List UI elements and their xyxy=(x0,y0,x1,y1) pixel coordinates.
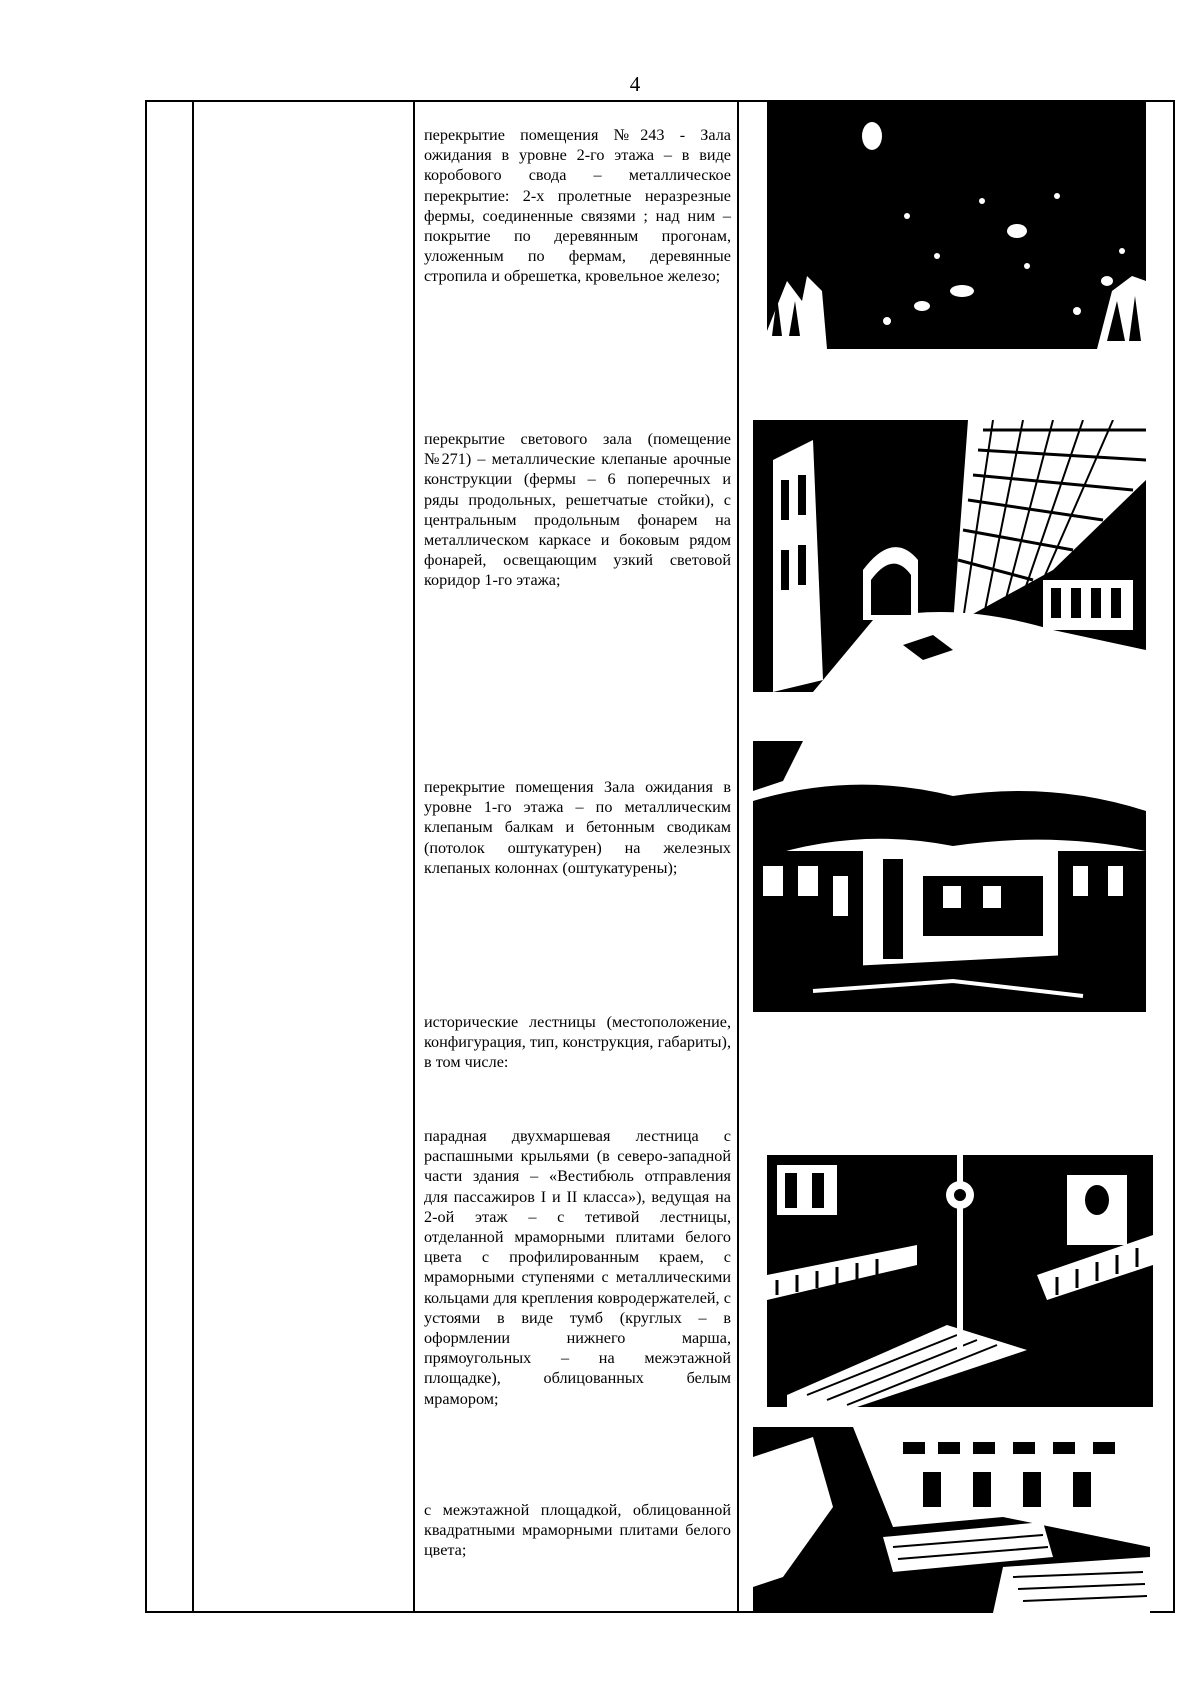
photo-light-hall-271 xyxy=(753,420,1146,692)
entry-text-light-hall-271: перекрытие светового зала (помещение №271) – металлические клепаные арочные конструкции (фермы – 6 поперечных и ряды продольных, решетчатые стойки), с центральным продольным фонарем на металлическом каркасе и боковым рядом фонарей, освещающим узкий световой коридор 1-го этажа; xyxy=(424,430,731,590)
entry-text-landing: с межэтажной площадкой, облицованной квадратными мраморными плитами белого цвета; xyxy=(424,1501,731,1560)
column-divider xyxy=(737,102,739,1611)
photo-waiting-hall-1 xyxy=(753,741,1146,1012)
entry-text-stairs: исторические лестницы (местоположение, конфигурация, тип, конструкция, габариты), в том числе: xyxy=(424,1013,731,1072)
entry-text-waiting-hall-1: перекрытие помещения Зала ожидания в уровне 1-го этажа – по металлическим клепаным балкам и бетонным сводикам (потолок оштукатурен) на железных клепаных колоннах (оштукатурены); xyxy=(424,778,731,877)
photo-main-staircase xyxy=(767,1155,1153,1407)
column-divider xyxy=(192,102,194,1611)
column-divider xyxy=(413,102,415,1611)
page-number: 4 xyxy=(629,72,641,96)
photo-landing xyxy=(753,1427,1150,1613)
entry-text-main-staircase: парадная двухмаршевая лестница с распашными крыльями (в северо-западной части здания – «Вестибюль отправления для пассажиров I и II класса»), ведущая на 2-ой этаж – с тетивой лестницы, отделанной мраморными плитами белого цвета с профилированным краем, с мраморными ступенями с металлическими кольцами для крепления ковродержателей, с устоями в виде тумб (круглых – в оформлении нижнего марша, прямоугольных – на межэтажной площадке), облицованных белым мрамором; xyxy=(424,1127,731,1408)
photo-hall-243 xyxy=(767,101,1146,349)
entry-text-hall-243: перекрытие помещения №243 - Зала ожидания в уровне 2-го этажа – в виде коробового свода – металлическое перекрытие: 2-х пролетные неразрезные фермы, соединенные связями ; над ним – покрытие по деревянным прогонам, уложенным по фермам, деревянные стропила и обрешетка, кровельное железо; xyxy=(424,126,731,286)
